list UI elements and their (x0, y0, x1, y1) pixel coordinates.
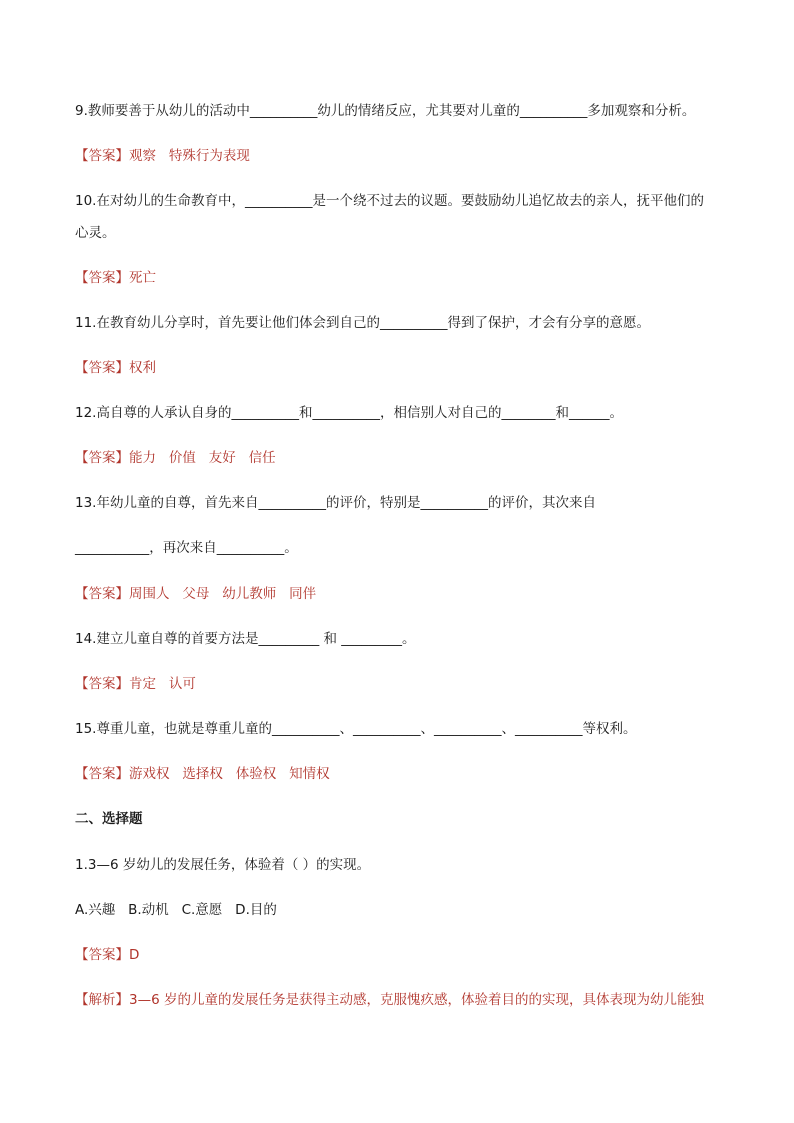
answer-11 (75, 358, 754, 378)
choice-options: A.兴趣 B.动机 C.意愿 D.目的 (75, 902, 277, 918)
question-13-continued: ___________，再次来自__________。 (75, 540, 298, 556)
section-heading: 二、选择题 (75, 811, 143, 827)
question-12: 12.高自尊的人承认自身的__________和__________，相信别人对自己的________和______。 (75, 405, 623, 421)
answer-13 (75, 584, 754, 604)
answer-text: 死亡 (129, 270, 156, 286)
question-10: 10.在对幼儿的生命教育中，__________是一个绕不过去的议题。要鼓励幼儿追忆故去的亲人，抚平他们的 (75, 193, 704, 209)
analysis-label: 【解析】 (75, 992, 129, 1008)
choice-question-1: 1.3—6 岁幼儿的发展任务，体验着（ ）的实现。 (75, 857, 371, 873)
answer-label: 【答案】 (75, 148, 129, 164)
answer-text: 观察 特殊行为表现 (129, 148, 250, 164)
answer-text: 周围人 父母 幼儿教师 同伴 (129, 586, 317, 602)
answer-9 (75, 146, 754, 166)
choice-answer (75, 945, 754, 965)
answer-label: 【答案】 (75, 586, 129, 602)
question-11: 11.在教育幼儿分享时，首先要让他们体会到自己的__________得到了保护，才会有分享的意愿。 (75, 315, 650, 331)
answer-label: 【答案】 (75, 947, 129, 963)
answer-15 (75, 764, 754, 784)
answer-label: 【答案】 (75, 360, 129, 376)
question-9: 9.教师要善于从幼儿的活动中__________幼儿的情绪反应，尤其要对儿童的__________多加观察和分析。 (75, 103, 696, 119)
question-14: 14.建立儿童自尊的首要方法是_________ 和 _________。 (75, 631, 416, 647)
answer-label: 【答案】 (75, 676, 129, 692)
question-15: 15.尊重儿童，也就是尊重儿童的__________、__________、__________、__________等权利。 (75, 721, 637, 737)
answer-text: 权利 (129, 360, 156, 376)
question-10-continued: 心灵。 (75, 225, 116, 241)
answer-text: 游戏权 选择权 体验权 知情权 (129, 766, 330, 782)
answer-text: 肯定 认可 (129, 676, 196, 692)
answer-12 (75, 448, 754, 468)
analysis-text: 3—6 岁的儿童的发展任务是获得主动感，克服愧疚感，体验着目的的实现，具体表现为幼儿能独 (129, 992, 704, 1008)
choice-analysis (75, 990, 754, 1010)
answer-label: 【答案】 (75, 270, 129, 286)
answer-text: D (129, 947, 140, 963)
answer-label: 【答案】 (75, 766, 129, 782)
answer-14 (75, 674, 754, 694)
question-13: 13.年幼儿童的自尊，首先来自__________的评价，特别是__________的评价，其次来自 (75, 495, 596, 511)
answer-text: 能力 价值 友好 信任 (129, 450, 276, 466)
answer-label: 【答案】 (75, 450, 129, 466)
answer-10 (75, 268, 754, 288)
